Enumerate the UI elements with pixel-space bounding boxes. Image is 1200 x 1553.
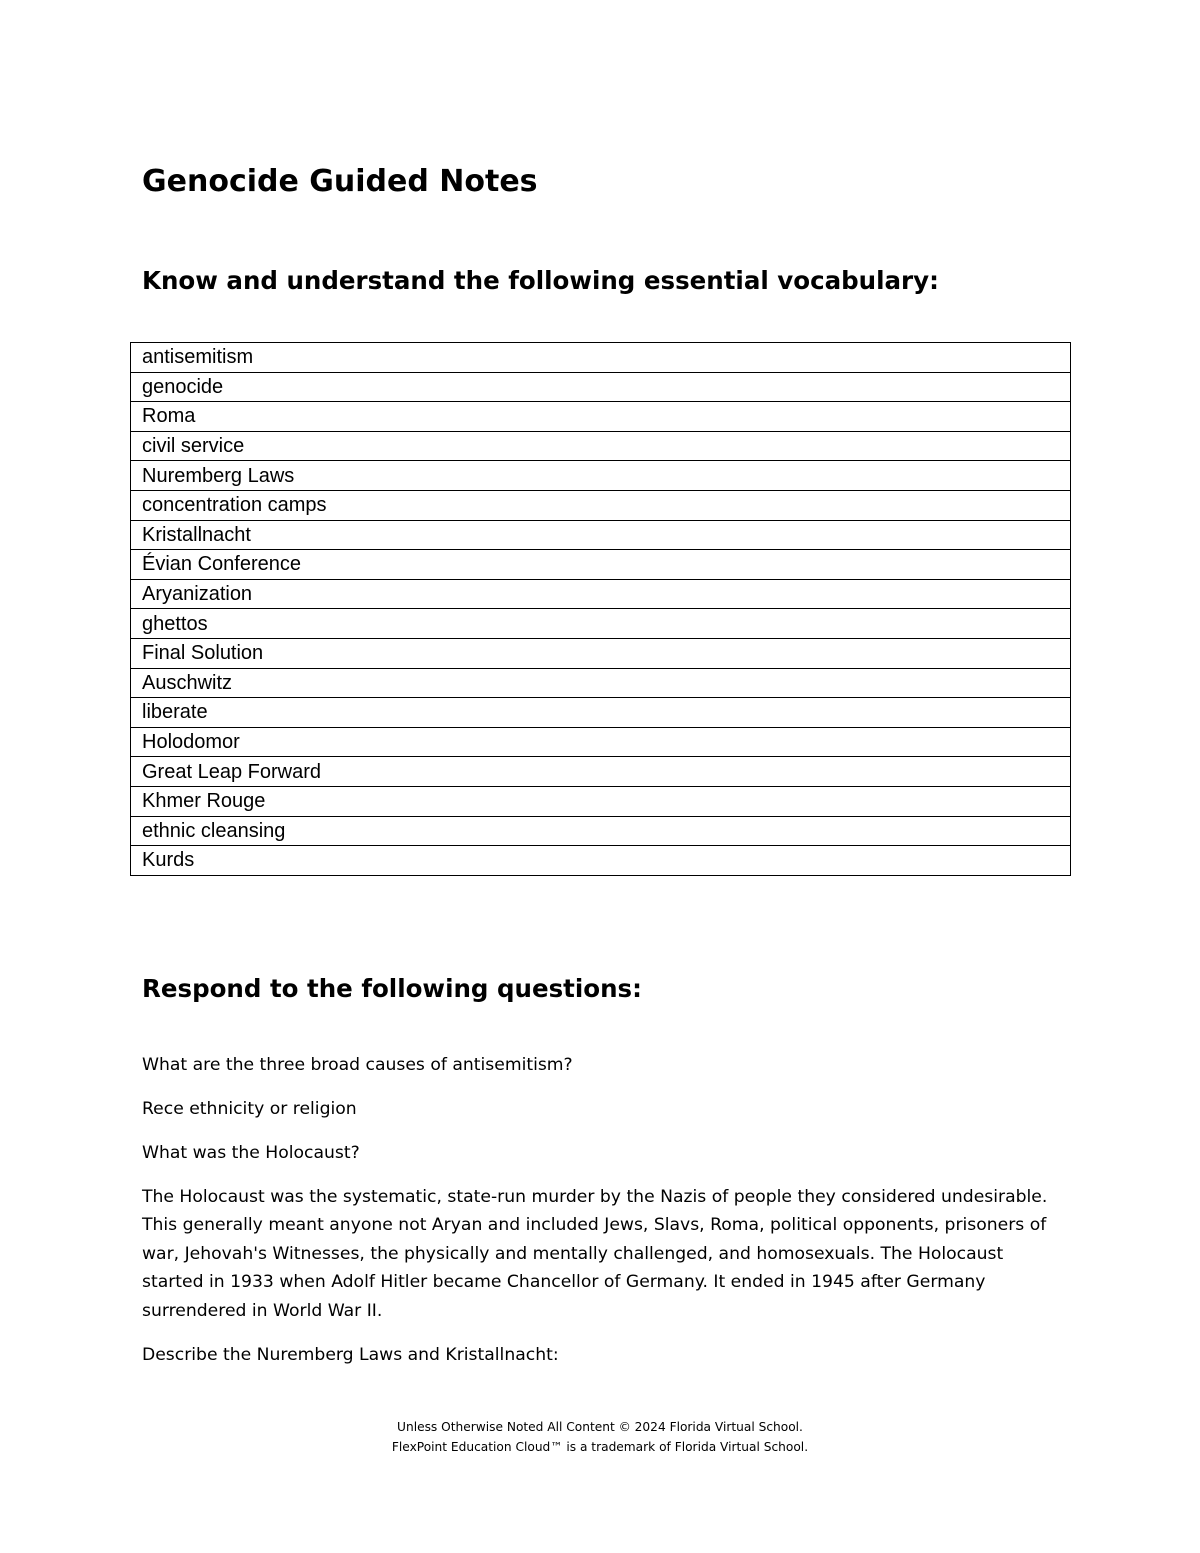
- vocab-row: [131, 698, 1071, 728]
- vocab-row: [131, 520, 1071, 550]
- vocab-row: [131, 668, 1071, 698]
- vocab-row: [131, 846, 1071, 876]
- vocab-row: [131, 786, 1071, 816]
- vocab-row: [131, 550, 1071, 580]
- vocab-row: [131, 461, 1071, 491]
- vocab-term: Kristallnacht: [131, 520, 1071, 550]
- vocab-term: genocide: [131, 372, 1071, 402]
- vocab-row: [131, 431, 1071, 461]
- vocab-term: Nuremberg Laws: [131, 461, 1071, 491]
- vocab-term: ethnic cleansing: [131, 816, 1071, 846]
- vocab-term: Holodomor: [131, 727, 1071, 757]
- answer-2: The Holocaust was the systematic, state-run murder by the Nazis of people they considered undesirable. This generally meant anyone not Aryan and included Jews, Slavs, Roma, political opponents, prisoners of war, Jehovah's Witnesses, the physically and mentally challenged, and homosexuals. The Holocaust started in 1933 when Adolf Hitler became Chancellor of Germany. It ended in 1945 after Germany surrendered in World War II.: [142, 1187, 1048, 1321]
- vocab-term: Kurds: [131, 846, 1071, 876]
- vocab-term: Khmer Rouge: [131, 786, 1071, 816]
- vocab-row: [131, 757, 1071, 787]
- vocab-row: [131, 343, 1071, 373]
- vocab-term: civil service: [131, 431, 1071, 461]
- vocab-term: Évian Conference: [131, 550, 1071, 580]
- vocab-row: [131, 579, 1071, 609]
- vocab-term: Roma: [131, 402, 1071, 432]
- vocab-row: [131, 609, 1071, 639]
- vocab-row: [131, 402, 1071, 432]
- vocab-term: Aryanization: [131, 579, 1071, 609]
- footer-trademark: FlexPoint Education Cloud™ is a trademark of Florida Virtual School.: [391, 1440, 809, 1454]
- question-1: What are the three broad causes of antisemitism?: [142, 1055, 573, 1075]
- question-3: Describe the Nuremberg Laws and Kristallnacht:: [142, 1345, 559, 1365]
- vocab-term: Auschwitz: [131, 668, 1071, 698]
- vocabulary-table: [130, 342, 1071, 876]
- vocab-term: liberate: [131, 698, 1071, 728]
- document-title: Genocide Guided Notes: [142, 164, 538, 199]
- vocab-term: ghettos: [131, 609, 1071, 639]
- vocab-row: [131, 372, 1071, 402]
- vocab-term: concentration camps: [131, 490, 1071, 520]
- footer-copyright: Unless Otherwise Noted All Content © 2024 Florida Virtual School.: [397, 1420, 803, 1434]
- vocab-term: Great Leap Forward: [131, 757, 1071, 787]
- vocab-row: [131, 816, 1071, 846]
- vocab-row: [131, 638, 1071, 668]
- questions-heading: Respond to the following questions:: [142, 974, 642, 1003]
- vocab-row: [131, 490, 1071, 520]
- vocab-term: Final Solution: [131, 638, 1071, 668]
- vocabulary-heading: Know and understand the following essential vocabulary:: [142, 266, 939, 295]
- vocab-term: antisemitism: [131, 343, 1071, 373]
- answer-1: Rece ethnicity or religion: [142, 1099, 357, 1119]
- question-2: What was the Holocaust?: [142, 1143, 360, 1163]
- vocab-row: [131, 727, 1071, 757]
